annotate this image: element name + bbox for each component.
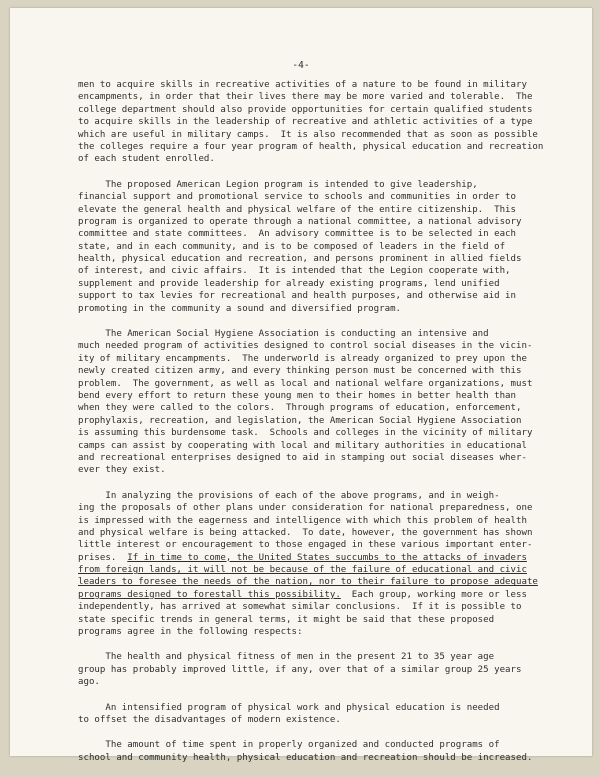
text-line: men to acquire skills in recreative activities of a nature to be found in military [78,80,527,90]
text-line: is assuming this burdensome task. Schools and colleges in the vicinity of military [78,428,533,439]
text-line: program is organized to operate through a national committee, a national advisory [78,216,522,227]
text-line: to offset the disadvantages of modern existence. [78,714,341,725]
text-line: An intensified program of physical work and physical education is needed [78,702,500,713]
text-line: ing the proposals of other plans under consideration for national preparedness, one [78,503,533,514]
text-line: newly created citizen army, and every thinking person must be concerned with this [78,366,522,377]
text-line: and recreational enterprises designed to aid in stamping out social diseases wher- [78,452,527,463]
text-span: prises. [78,552,128,563]
document-body [78,79,548,777]
text-line: promoting in the community a sound and diversified program. [78,303,402,314]
text-line: The health and physical fitness of men in the present 21 to 35 year age [78,652,495,663]
text-line: elevate the general health and physical welfare of the entire citizenship. This [78,204,516,215]
text-line: supplement and provide leadership for already existing programs, lend unified [78,278,500,289]
underlined-text: leaders to foresee the needs of the nation, nor to their failure to propose adequate [78,577,538,588]
text-line: state specific trends in general terms, it might be said that these proposed [78,614,495,625]
text-line: ever they exist. [78,465,166,476]
text-line [78,552,548,564]
page-number: -4- [292,60,310,71]
underlined-text: from foreign lands, it will not be because of the failure of educational and civic [78,565,527,576]
text-line: ago. [78,677,100,688]
text-line: little interest or encouragement to those engaged in these various important enter- [78,540,533,551]
text-line [78,589,548,601]
text-line: school and community health, physical education and recreation should be increased. [78,752,533,763]
text-line: to acquire skills in the leadership of recreative and athletic activities of a type [78,117,533,128]
document-page [10,8,592,763]
text-line: and physical welfare is being attacked. To date, however, the government has shown [78,527,533,538]
paragraph-time-increase [78,739,548,764]
text-line: encampments, in order that their lives there may be more varied and tolerable. The [78,92,533,103]
text-line: college department should also provide opportunities for certain qualified students [78,104,533,115]
text-line: camps can assist by cooperating with local and military authorities in educational [78,440,527,451]
paragraph-social-hygiene [78,328,548,477]
paragraph-analysis [78,490,548,639]
text-span: Each group, working more or less [340,589,527,600]
paragraph-fitness-trend [78,651,548,688]
text-line: The amount of time spent in properly organized and conducted programs of [78,740,500,751]
text-line: of each student enrolled. [78,154,215,165]
text-line: of interest, and civic affairs. It is intended that the Legion cooperate with, [78,266,511,277]
text-line: The proposed American Legion program is intended to give leadership, [78,179,478,190]
paragraph-american-legion [78,179,548,315]
text-line: In analyzing the provisions of each of the above programs, and in weigh- [78,490,500,501]
text-line: The American Social Hygiene Association is conducting an intensive and [78,329,489,340]
text-line: is impressed with the eagerness and intelligence with which this problem of health [78,515,527,526]
text-line: state, and in each community, and is to be composed of leaders in the field of [78,241,506,252]
text-line: committee and state committees. An advisory committee is to be selected in each [78,229,516,240]
text-line: which are useful in military camps. It is also recommended that as soon as possible [78,129,538,140]
text-line: prophylaxis, recreation, and legislation, the American Social Hygiene Association [78,415,522,426]
text-line: bend every effort to return these young men to their homes in better health than [78,390,516,401]
text-line: the colleges require a four year program of health, physical education and recreation [78,141,544,152]
text-line: programs agree in the following respects: [78,627,303,638]
underlined-text: programs designed to forestall this possibility. [78,589,341,600]
underlined-text: If in time to come, the United States succumbs to the attacks of invaders [127,552,527,563]
text-line: ity of military encampments. The underworld is already organized to prey upon the [78,353,527,364]
text-line: group has probably improved little, if any, over that of a similar group 25 years [78,664,522,675]
text-line: health, physical education and recreation, and persons prominent in allied fields [78,254,522,265]
text-line: when they were called to the colors. Through programs of education, enforcement, [78,403,522,414]
text-line: financial support and promotional service to schools and communities in order to [78,192,516,203]
text-line: problem. The government, as well as local and national welfare organizations, must [78,378,533,389]
text-line: support to tax levies for recreational and health purposes, and otherwise aid in [78,291,516,302]
paragraph-college-recommendations [78,79,548,166]
paragraph-intensified-program [78,702,548,727]
text-line: independently, has arrived at somewhat similar conclusions. If it is possible to [78,602,522,613]
text-line: much needed program of activities designed to control social diseases in the vicin- [78,341,533,352]
